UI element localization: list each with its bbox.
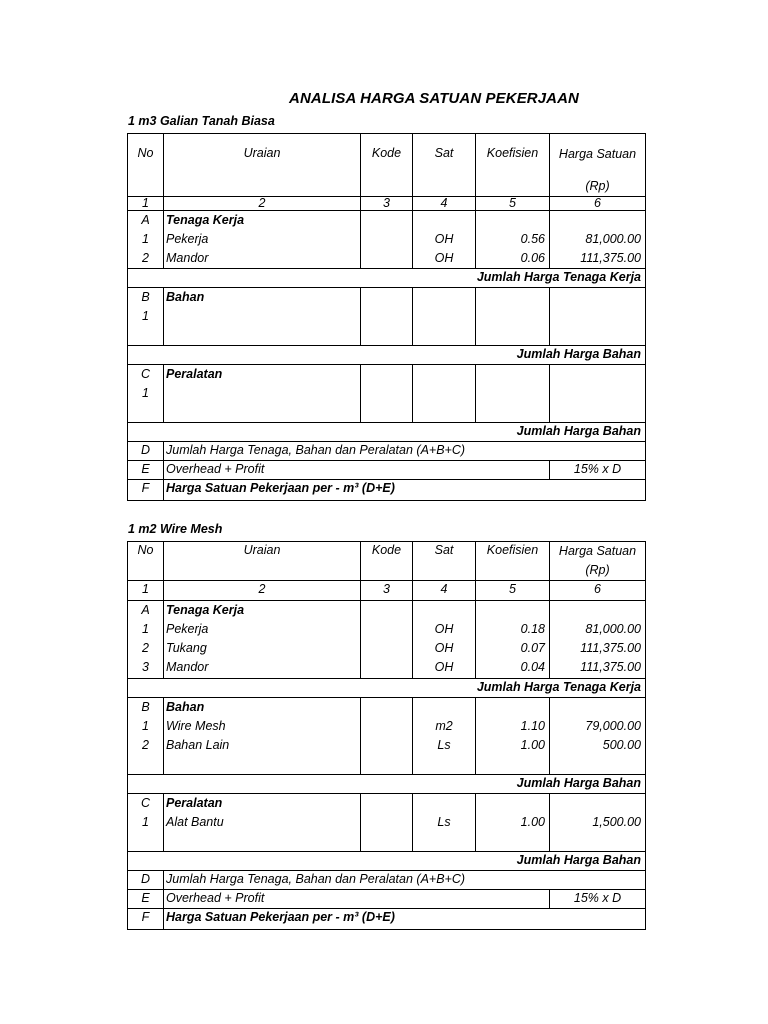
group-a-no-cell xyxy=(128,211,164,269)
group-heading: Bahan xyxy=(166,700,205,714)
kode-cell xyxy=(361,365,413,423)
group-a-koef-cell xyxy=(476,211,550,269)
kode-cell xyxy=(361,794,413,852)
item-harga: 111,375.00 xyxy=(580,251,641,265)
row-no: 2 xyxy=(142,251,149,265)
section-1-table xyxy=(127,133,646,501)
subtotal-peralatan-row xyxy=(128,852,646,871)
group-a xyxy=(128,211,646,269)
item-sat: Ls xyxy=(437,815,451,829)
group-a-sat-cell xyxy=(413,601,476,679)
row-letter: D xyxy=(128,442,164,461)
group-heading: Tenaga Kerja xyxy=(166,603,245,617)
row-letter: E xyxy=(128,890,164,909)
harga-cell xyxy=(550,288,646,346)
group-a xyxy=(128,601,646,679)
item-uraian: Wire Mesh xyxy=(166,719,226,733)
item-uraian: Pekerja xyxy=(166,622,209,636)
row-no: 1 xyxy=(142,386,149,400)
group-letter: C xyxy=(140,367,151,381)
col-num: 3 xyxy=(361,581,413,601)
header-koefisien: Koefisien xyxy=(476,542,550,581)
col-num: 6 xyxy=(550,581,646,601)
row-d-label: Jumlah Harga Tenaga, Bahan dan Peralatan (A+B+C) xyxy=(164,871,646,890)
item-koef: 1.00 xyxy=(520,815,545,829)
group-c-no-cell xyxy=(128,794,164,852)
item-koef: 1.10 xyxy=(520,719,545,733)
item-uraian: Pekerja xyxy=(166,232,209,246)
header-rp-label: (Rp) xyxy=(585,179,610,193)
item-sat: OH xyxy=(434,660,454,674)
row-letter: F xyxy=(128,909,164,930)
header-harga-satuan xyxy=(550,134,646,197)
group-c xyxy=(128,365,646,423)
group-a-uraian-cell xyxy=(164,601,361,679)
item-koef: 0.04 xyxy=(520,660,545,674)
row-e-value: 15% x D xyxy=(550,461,646,480)
section-2-table xyxy=(127,541,646,930)
group-b xyxy=(128,698,646,775)
row-no: 1 xyxy=(142,719,149,733)
col-num: 1 xyxy=(128,581,164,601)
header-sat: Sat xyxy=(413,542,476,581)
row-e xyxy=(128,461,646,480)
subtotal-bahan-label: Jumlah Harga Bahan xyxy=(128,346,646,365)
sat-cell xyxy=(413,365,476,423)
item-harga: 79,000.00 xyxy=(585,719,641,733)
group-a-no-cell xyxy=(128,601,164,679)
col-num: 2 xyxy=(164,197,361,211)
item-harga: 81,000.00 xyxy=(585,232,641,246)
item-harga: 500.00 xyxy=(602,738,641,752)
row-no: 1 xyxy=(142,232,149,246)
row-no: 2 xyxy=(142,738,149,752)
group-b-no-cell xyxy=(128,698,164,775)
header-uraian: Uraian xyxy=(164,542,361,581)
group-letter: B xyxy=(141,290,150,304)
group-a-uraian-cell xyxy=(164,211,361,269)
item-sat: OH xyxy=(434,251,454,265)
header-kode: Kode xyxy=(361,542,413,581)
group-a-koef-cell xyxy=(476,601,550,679)
row-d-label: Jumlah Harga Tenaga, Bahan dan Peralatan (A+B+C) xyxy=(164,442,646,461)
item-sat: m2 xyxy=(435,719,453,733)
header-rp-label: (Rp) xyxy=(585,563,610,577)
subtotal-peralatan-label: Jumlah Harga Bahan xyxy=(128,852,646,871)
col-num: 2 xyxy=(164,581,361,601)
group-letter: B xyxy=(141,700,150,714)
group-letter: A xyxy=(141,213,150,227)
row-e-label: Overhead + Profit xyxy=(164,461,550,480)
row-d xyxy=(128,442,646,461)
column-number-row xyxy=(128,581,646,601)
row-f-label: Harga Satuan Pekerjaan per - m³ (D+E) xyxy=(164,480,646,501)
item-uraian: Tukang xyxy=(166,641,207,655)
item-koef: 1.00 xyxy=(520,738,545,752)
row-no: 1 xyxy=(142,815,149,829)
item-sat: OH xyxy=(434,622,454,636)
group-b-harga-cell xyxy=(550,698,646,775)
item-uraian: Bahan Lain xyxy=(166,738,230,752)
koef-cell xyxy=(476,288,550,346)
col-num: 5 xyxy=(476,197,550,211)
group-c-no-cell xyxy=(128,365,164,423)
subtotal-tenaga-row xyxy=(128,679,646,698)
item-harga: 81,000.00 xyxy=(585,622,641,636)
column-number-row xyxy=(128,197,646,211)
header-no: No xyxy=(128,542,164,581)
group-c-uraian-cell xyxy=(164,794,361,852)
subtotal-bahan-label: Jumlah Harga Bahan xyxy=(128,775,646,794)
subtotal-bahan-row xyxy=(128,346,646,365)
kode-cell xyxy=(361,288,413,346)
kode-cell xyxy=(361,698,413,775)
col-num: 4 xyxy=(413,197,476,211)
harga-cell xyxy=(550,365,646,423)
item-uraian: Mandor xyxy=(166,660,209,674)
group-letter: C xyxy=(140,796,151,810)
koef-cell xyxy=(476,365,550,423)
header-no: No xyxy=(128,134,164,197)
header-uraian: Uraian xyxy=(164,134,361,197)
group-heading: Peralatan xyxy=(166,796,223,810)
item-harga: 111,375.00 xyxy=(580,641,641,655)
group-b xyxy=(128,288,646,346)
group-b-no-cell xyxy=(128,288,164,346)
header-koefisien: Koefisien xyxy=(476,134,550,197)
item-koef: 0.56 xyxy=(520,232,545,246)
item-sat: OH xyxy=(434,232,454,246)
col-num: 6 xyxy=(550,197,646,211)
group-b-uraian-cell xyxy=(164,288,361,346)
header-harga-label: Harga Satuan xyxy=(558,544,637,558)
item-harga: 1,500.00 xyxy=(592,815,641,829)
row-f xyxy=(128,909,646,930)
header-kode: Kode xyxy=(361,134,413,197)
header-harga-satuan xyxy=(550,542,646,581)
row-f xyxy=(128,480,646,501)
group-a-harga-cell xyxy=(550,601,646,679)
group-b-uraian-cell xyxy=(164,698,361,775)
row-no: 3 xyxy=(142,660,149,674)
row-f-label: Harga Satuan Pekerjaan per - m³ (D+E) xyxy=(164,909,646,930)
group-c-harga-cell xyxy=(550,794,646,852)
col-num: 3 xyxy=(361,197,413,211)
item-uraian: Mandor xyxy=(166,251,209,265)
group-b-sat-cell xyxy=(413,698,476,775)
group-heading: Peralatan xyxy=(166,367,223,381)
row-letter: F xyxy=(128,480,164,501)
row-e xyxy=(128,890,646,909)
sat-cell xyxy=(413,288,476,346)
header-row xyxy=(128,542,646,581)
item-sat: OH xyxy=(434,641,454,655)
col-num: 1 xyxy=(128,197,164,211)
item-harga: 111,375.00 xyxy=(580,660,641,674)
row-no: 1 xyxy=(142,622,149,636)
item-koef: 0.07 xyxy=(520,641,545,655)
group-c-sat-cell xyxy=(413,794,476,852)
subtotal-tenaga-row xyxy=(128,269,646,288)
col-num: 5 xyxy=(476,581,550,601)
subtotal-tenaga-label: Jumlah Harga Tenaga Kerja xyxy=(128,679,646,698)
page-title: ANALISA HARGA SATUAN PEKERJAAN xyxy=(289,90,579,107)
item-uraian: Alat Bantu xyxy=(166,815,224,829)
group-b-koef-cell xyxy=(476,698,550,775)
row-letter: E xyxy=(128,461,164,480)
group-heading: Tenaga Kerja xyxy=(166,213,245,227)
section-1-title: 1 m3 Galian Tanah Biasa xyxy=(128,114,275,128)
header-row xyxy=(128,134,646,197)
group-heading: Bahan xyxy=(166,290,205,304)
subtotal-tenaga-label: Jumlah Harga Tenaga Kerja xyxy=(128,269,646,288)
group-a-sat-cell xyxy=(413,211,476,269)
item-koef: 0.18 xyxy=(520,622,545,636)
row-e-label: Overhead + Profit xyxy=(164,890,550,909)
row-e-value: 15% x D xyxy=(550,890,646,909)
header-sat: Sat xyxy=(413,134,476,197)
row-no: 1 xyxy=(142,309,149,323)
item-koef: 0.06 xyxy=(520,251,545,265)
item-sat: Ls xyxy=(437,738,451,752)
section-2-title: 1 m2 Wire Mesh xyxy=(128,522,223,536)
group-a-harga-cell xyxy=(550,211,646,269)
group-c-koef-cell xyxy=(476,794,550,852)
group-c xyxy=(128,794,646,852)
subtotal-peralatan-label: Jumlah Harga Bahan xyxy=(128,423,646,442)
subtotal-bahan-row xyxy=(128,775,646,794)
row-d xyxy=(128,871,646,890)
group-c-uraian-cell xyxy=(164,365,361,423)
row-letter: D xyxy=(128,871,164,890)
subtotal-peralatan-row xyxy=(128,423,646,442)
header-harga-label: Harga Satuan xyxy=(558,147,637,161)
row-no: 2 xyxy=(142,641,149,655)
kode-cell xyxy=(361,601,413,679)
kode-cell xyxy=(361,211,413,269)
group-letter: A xyxy=(141,603,150,617)
col-num: 4 xyxy=(413,581,476,601)
